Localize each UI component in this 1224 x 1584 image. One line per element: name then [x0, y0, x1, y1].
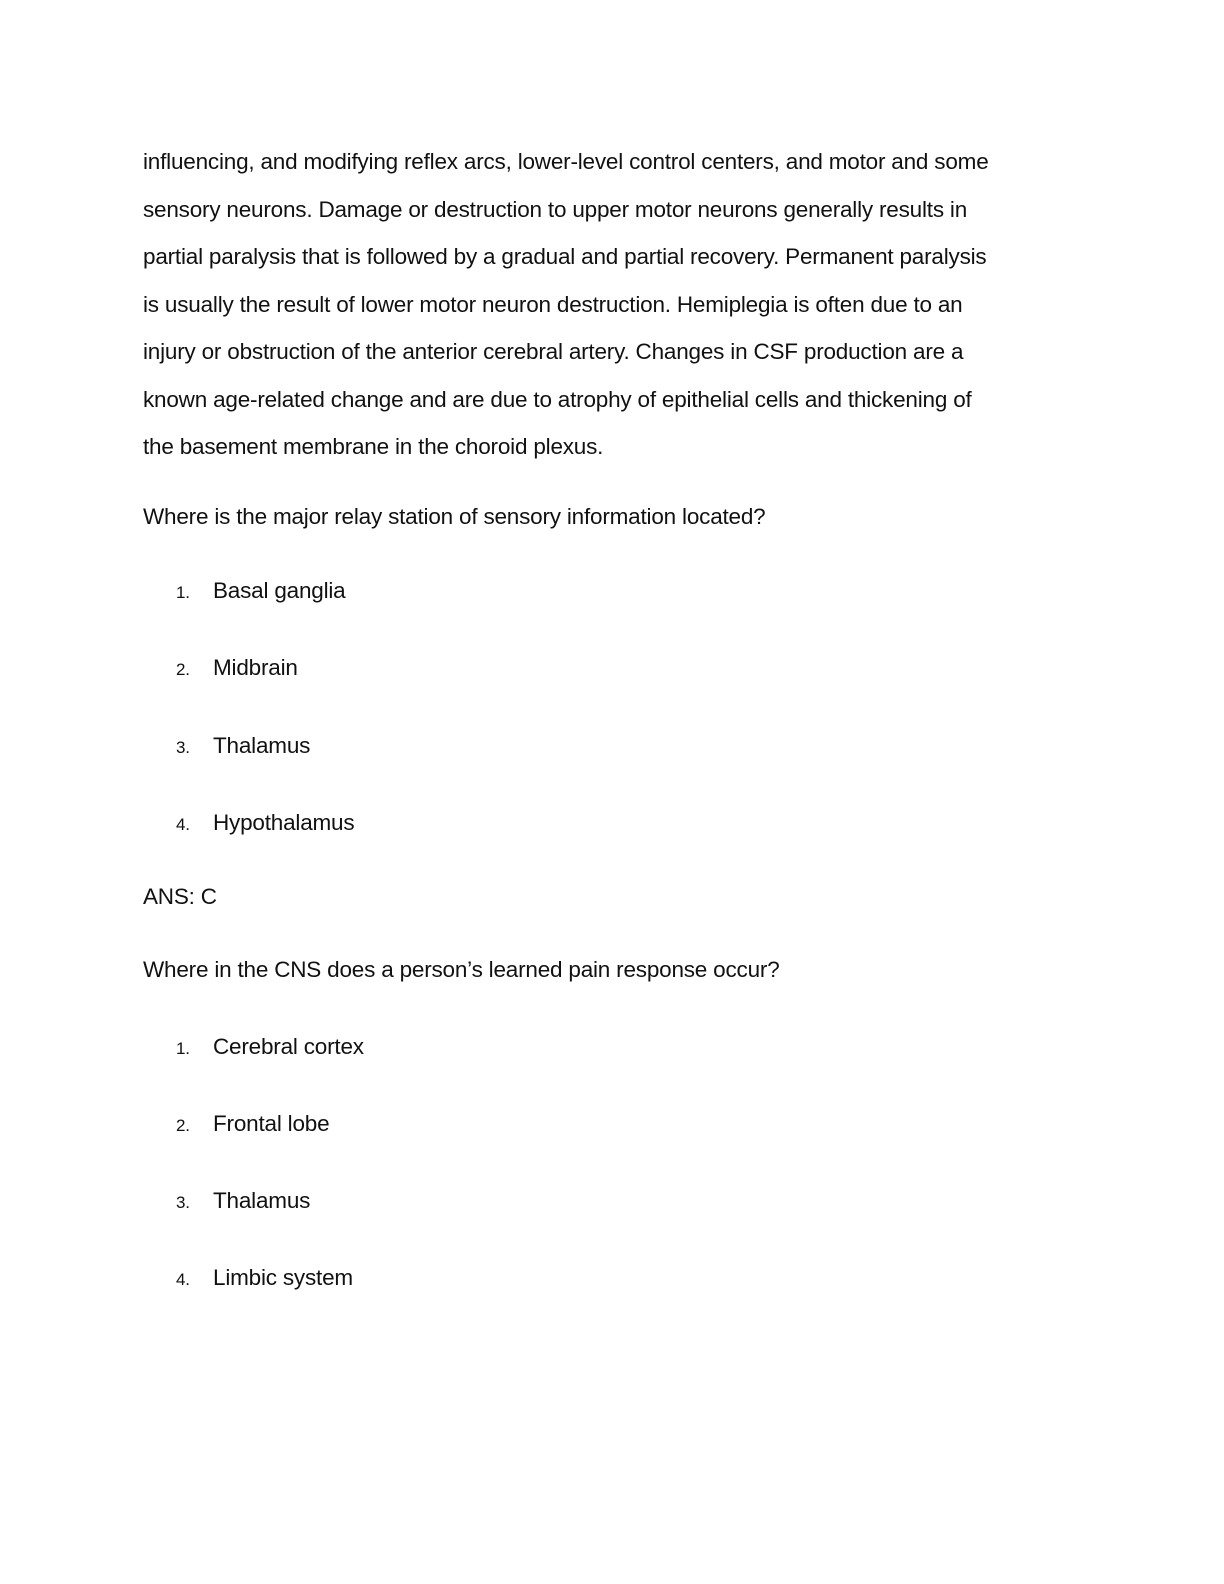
body-paragraph: [143, 138, 1083, 471]
question-1-option-3: [176, 730, 776, 762]
option-number: 1.: [176, 583, 190, 602]
paragraph-line: known age-related change and are due to atrophy of epithelial cells and thickening of: [143, 386, 972, 412]
question-1-text: Where is the major relay station of sensory information located?: [143, 504, 766, 529]
option-number: 1.: [176, 1039, 190, 1058]
option-text: Limbic system: [213, 1265, 353, 1290]
paragraph-line: influencing, and modifying reflex arcs, lower-level control centers, and motor and some: [143, 149, 989, 174]
paragraph-line: injury or obstruction of the anterior cerebral artery. Changes in CSF production are a: [143, 339, 964, 364]
option-text: Thalamus: [213, 733, 311, 758]
paragraph-line: the basement membrane in the choroid plexus.: [143, 434, 604, 459]
option-number: 3.: [176, 738, 190, 757]
question-1-answer: ANS: C: [143, 884, 217, 909]
option-number: 3.: [176, 1193, 190, 1212]
option-text: Thalamus: [213, 1188, 311, 1213]
question-2-option-1: [176, 1031, 776, 1063]
question-1-option-4: [176, 807, 776, 839]
option-text: Hypothalamus: [213, 810, 355, 835]
option-number: 2.: [176, 1116, 190, 1135]
paragraph-line: is usually the result of lower motor neuron destruction. Hemiplegia is often due to an: [143, 291, 963, 317]
question-2-option-3: [176, 1185, 776, 1217]
option-number: 2.: [176, 660, 190, 679]
paragraph-line: sensory neurons. Damage or destruction to upper motor neurons generally results in: [143, 196, 968, 222]
option-text: Cerebral cortex: [213, 1034, 364, 1059]
option-text: Midbrain: [213, 655, 298, 680]
question-1-option-2: [176, 652, 776, 684]
paragraph-line: partial paralysis that is followed by a gradual and partial recovery. Permanent paralysis: [143, 244, 987, 269]
option-number: 4.: [176, 1270, 190, 1289]
option-text: Frontal lobe: [213, 1111, 330, 1136]
option-text: Basal ganglia: [213, 578, 346, 603]
question-1-option-1: [176, 575, 776, 607]
question-2-option-4: [176, 1262, 776, 1294]
question-2-text: Where in the CNS does a person’s learned pain response occur?: [143, 957, 780, 982]
question-2-option-2: [176, 1108, 776, 1140]
option-number: 4.: [176, 815, 190, 834]
